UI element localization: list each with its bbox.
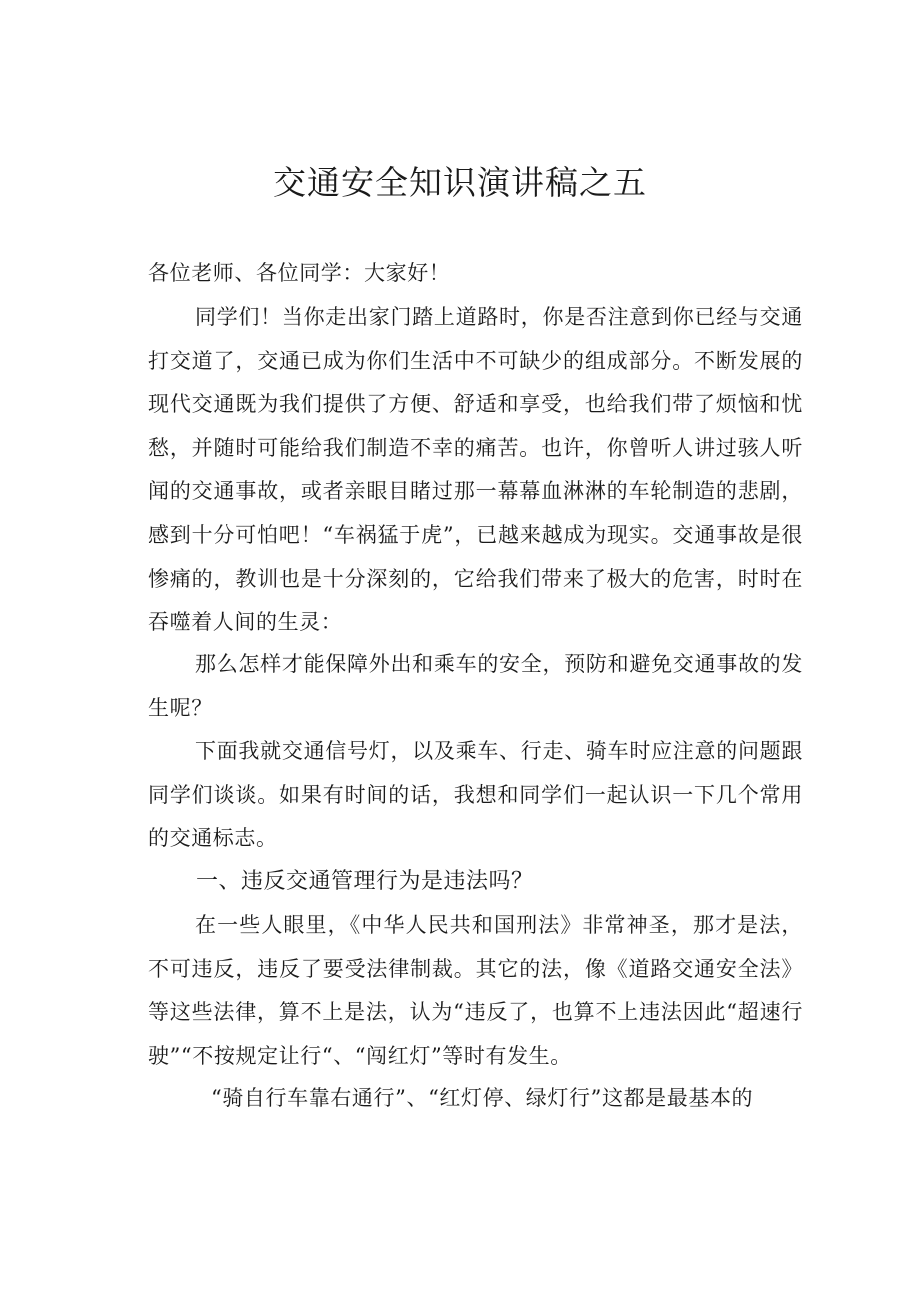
section-paragraph-law: 在一些人眼里，《中华人民共和国刑法》非常神圣，那才是法，不可违反，违反了要受法律制裁。其它的法，像《道路交通安全法》等这些法律，算不上是法，认为“违反了，也算不上违法因此“超速行驶”“不按规定让行“、“闯红灯”等时有发生。 xyxy=(148,913,803,1068)
paragraph-question: 那么怎样才能保障外出和乘车的安全，预防和避免交通事故的发生呢？ xyxy=(148,652,803,720)
document-title: 交通安全知识演讲稿之五 xyxy=(273,163,647,202)
section-paragraph-rules: “骑自行车靠右通行”、“红灯停、绿灯行”这都是最基本的 xyxy=(211,1086,754,1110)
section-heading: 一、违反交通管理行为是违法吗？ xyxy=(196,869,534,894)
paragraph-intro: 同学们！当你走出家门踏上道路时，你是否注意到你已经与交通打交道了，交通已成为你们生活中不可缺少的组成部分。不断发展的现代交通既为我们提供了方便、舒适和享受，也给我们带了烦恼和忧愁，并随时可能给我们制造不幸的痛苦。也许，你曾听人讲过骇人听闻的交通事故，或者亲眼目睹过那一幕幕血淋淋的车轮制造的悲剧，感到十分可怕吧！“车祸猛于虎”，已越来越成为现实。交通事故是很惨痛的，教训也是十分深刻的，它给我们带来了极大的危害，时时在吞噬着人间的生灵： xyxy=(148,305,803,635)
paragraph-outline: 下面我就交通信号灯，以及乘车、行走、骑车时应注意的问题跟同学们谈谈。如果有时间的话，我想和同学们一起认识一下几个常用的交通标志。 xyxy=(148,739,803,851)
greeting-line: 各位老师、各位同学：大家好！ xyxy=(148,261,451,285)
